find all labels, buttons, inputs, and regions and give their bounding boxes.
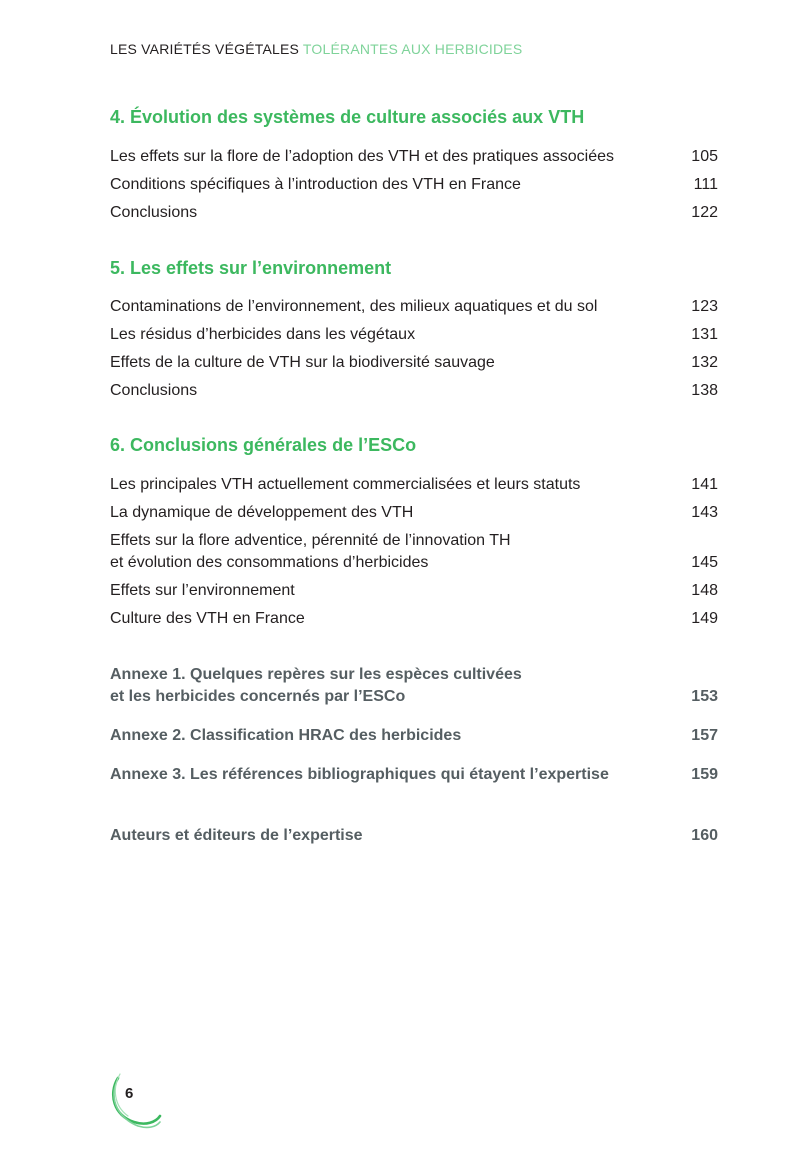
annex-page: 153 bbox=[691, 688, 718, 705]
toc-entry-page: 141 bbox=[691, 476, 718, 493]
toc-entry-text: Les principales VTH actuellement commercialisées et leurs statuts bbox=[110, 476, 581, 493]
toc-entry-page: 145 bbox=[691, 554, 718, 571]
toc-entry[interactable] bbox=[110, 296, 718, 318]
toc-entry-text: Les résidus d’herbicides dans les végétaux bbox=[110, 326, 416, 343]
toc-entry-text-line2: et évolution des consommations d’herbicides bbox=[110, 554, 429, 571]
toc-entry-text: Conclusions bbox=[110, 204, 198, 221]
toc-entry[interactable] bbox=[110, 502, 718, 524]
toc-entry[interactable] bbox=[110, 380, 718, 402]
authors-page: 160 bbox=[691, 827, 718, 844]
section-title-6[interactable]: 6. Conclusions générales de l’ESCo bbox=[110, 435, 417, 455]
toc-entry[interactable] bbox=[110, 530, 718, 574]
annex-text: Annexe 2. Classification HRAC des herbicides bbox=[110, 727, 462, 744]
toc-entry[interactable] bbox=[110, 352, 718, 374]
toc-entry-text: Conditions spécifiques à l’introduction des VTH en France bbox=[110, 176, 521, 193]
running-head-title: LES VARIÉTÉS VÉGÉTALES bbox=[110, 41, 300, 57]
toc-entry-page: 131 bbox=[691, 326, 718, 343]
toc-entry-text: Effets de la culture de VTH sur la biodiversité sauvage bbox=[110, 354, 495, 371]
toc-entry[interactable] bbox=[110, 146, 718, 168]
annex-entry-2[interactable] bbox=[110, 725, 718, 747]
toc-entry-page: 138 bbox=[691, 382, 718, 399]
toc-entry[interactable] bbox=[110, 324, 718, 346]
page-number: 6 bbox=[125, 1085, 134, 1102]
page-number-badge bbox=[110, 1072, 164, 1132]
swirl-logo-icon bbox=[110, 1072, 164, 1132]
toc-entry-page: 143 bbox=[691, 504, 718, 521]
section-title-4[interactable]: 4. Évolution des systèmes de culture associés aux VTH bbox=[110, 107, 585, 127]
toc-entry-text: Culture des VTH en France bbox=[110, 610, 305, 627]
annex-page: 157 bbox=[691, 727, 718, 744]
toc-entry-text: Conclusions bbox=[110, 382, 198, 399]
toc-entry[interactable] bbox=[110, 202, 718, 224]
toc-entry-page: 123 bbox=[691, 298, 718, 315]
toc-entry-text: La dynamique de développement des VTH bbox=[110, 504, 414, 521]
toc-entry-text: Contaminations de l’environnement, des milieux aquatiques et du sol bbox=[110, 298, 598, 315]
toc-entry[interactable] bbox=[110, 474, 718, 496]
toc-entry-page: 105 bbox=[691, 148, 718, 165]
annex-entry-1[interactable] bbox=[110, 664, 718, 708]
toc-entry-page: 132 bbox=[691, 354, 718, 371]
toc-entry[interactable] bbox=[110, 174, 718, 196]
annex-text-line1: Annexe 1. Quelques repères sur les espèces cultivées bbox=[110, 666, 522, 683]
toc-entry-text-line1: Effets sur la flore adventice, pérennité de l’innovation TH bbox=[110, 532, 511, 549]
annex-text: Annexe 3. Les références bibliographiques qui étayent l’expertise bbox=[110, 766, 609, 783]
toc-entry-page: 122 bbox=[691, 204, 718, 221]
toc-entry-page: 148 bbox=[691, 582, 718, 599]
toc-entry[interactable] bbox=[110, 580, 718, 602]
annex-entry-3[interactable] bbox=[110, 764, 718, 786]
toc-entry[interactable] bbox=[110, 608, 718, 630]
annex-text-line2: et les herbicides concernés par l’ESCo bbox=[110, 688, 406, 705]
toc-entry-page: 111 bbox=[693, 176, 718, 193]
toc-entry-page: 149 bbox=[691, 610, 718, 627]
section-title-5[interactable]: 5. Les effets sur l’environnement bbox=[110, 258, 392, 278]
toc-entry-text: Les effets sur la flore de l’adoption des VTH et des pratiques associées bbox=[110, 148, 614, 165]
annex-page: 159 bbox=[691, 766, 718, 783]
running-head-subtitle: TOLÉRANTES AUX HERBICIDES bbox=[302, 41, 523, 57]
toc-entry-text: Effets sur l’environnement bbox=[110, 582, 295, 599]
authors-entry[interactable] bbox=[110, 825, 718, 847]
authors-text: Auteurs et éditeurs de l’expertise bbox=[110, 827, 363, 844]
running-head bbox=[110, 41, 522, 57]
